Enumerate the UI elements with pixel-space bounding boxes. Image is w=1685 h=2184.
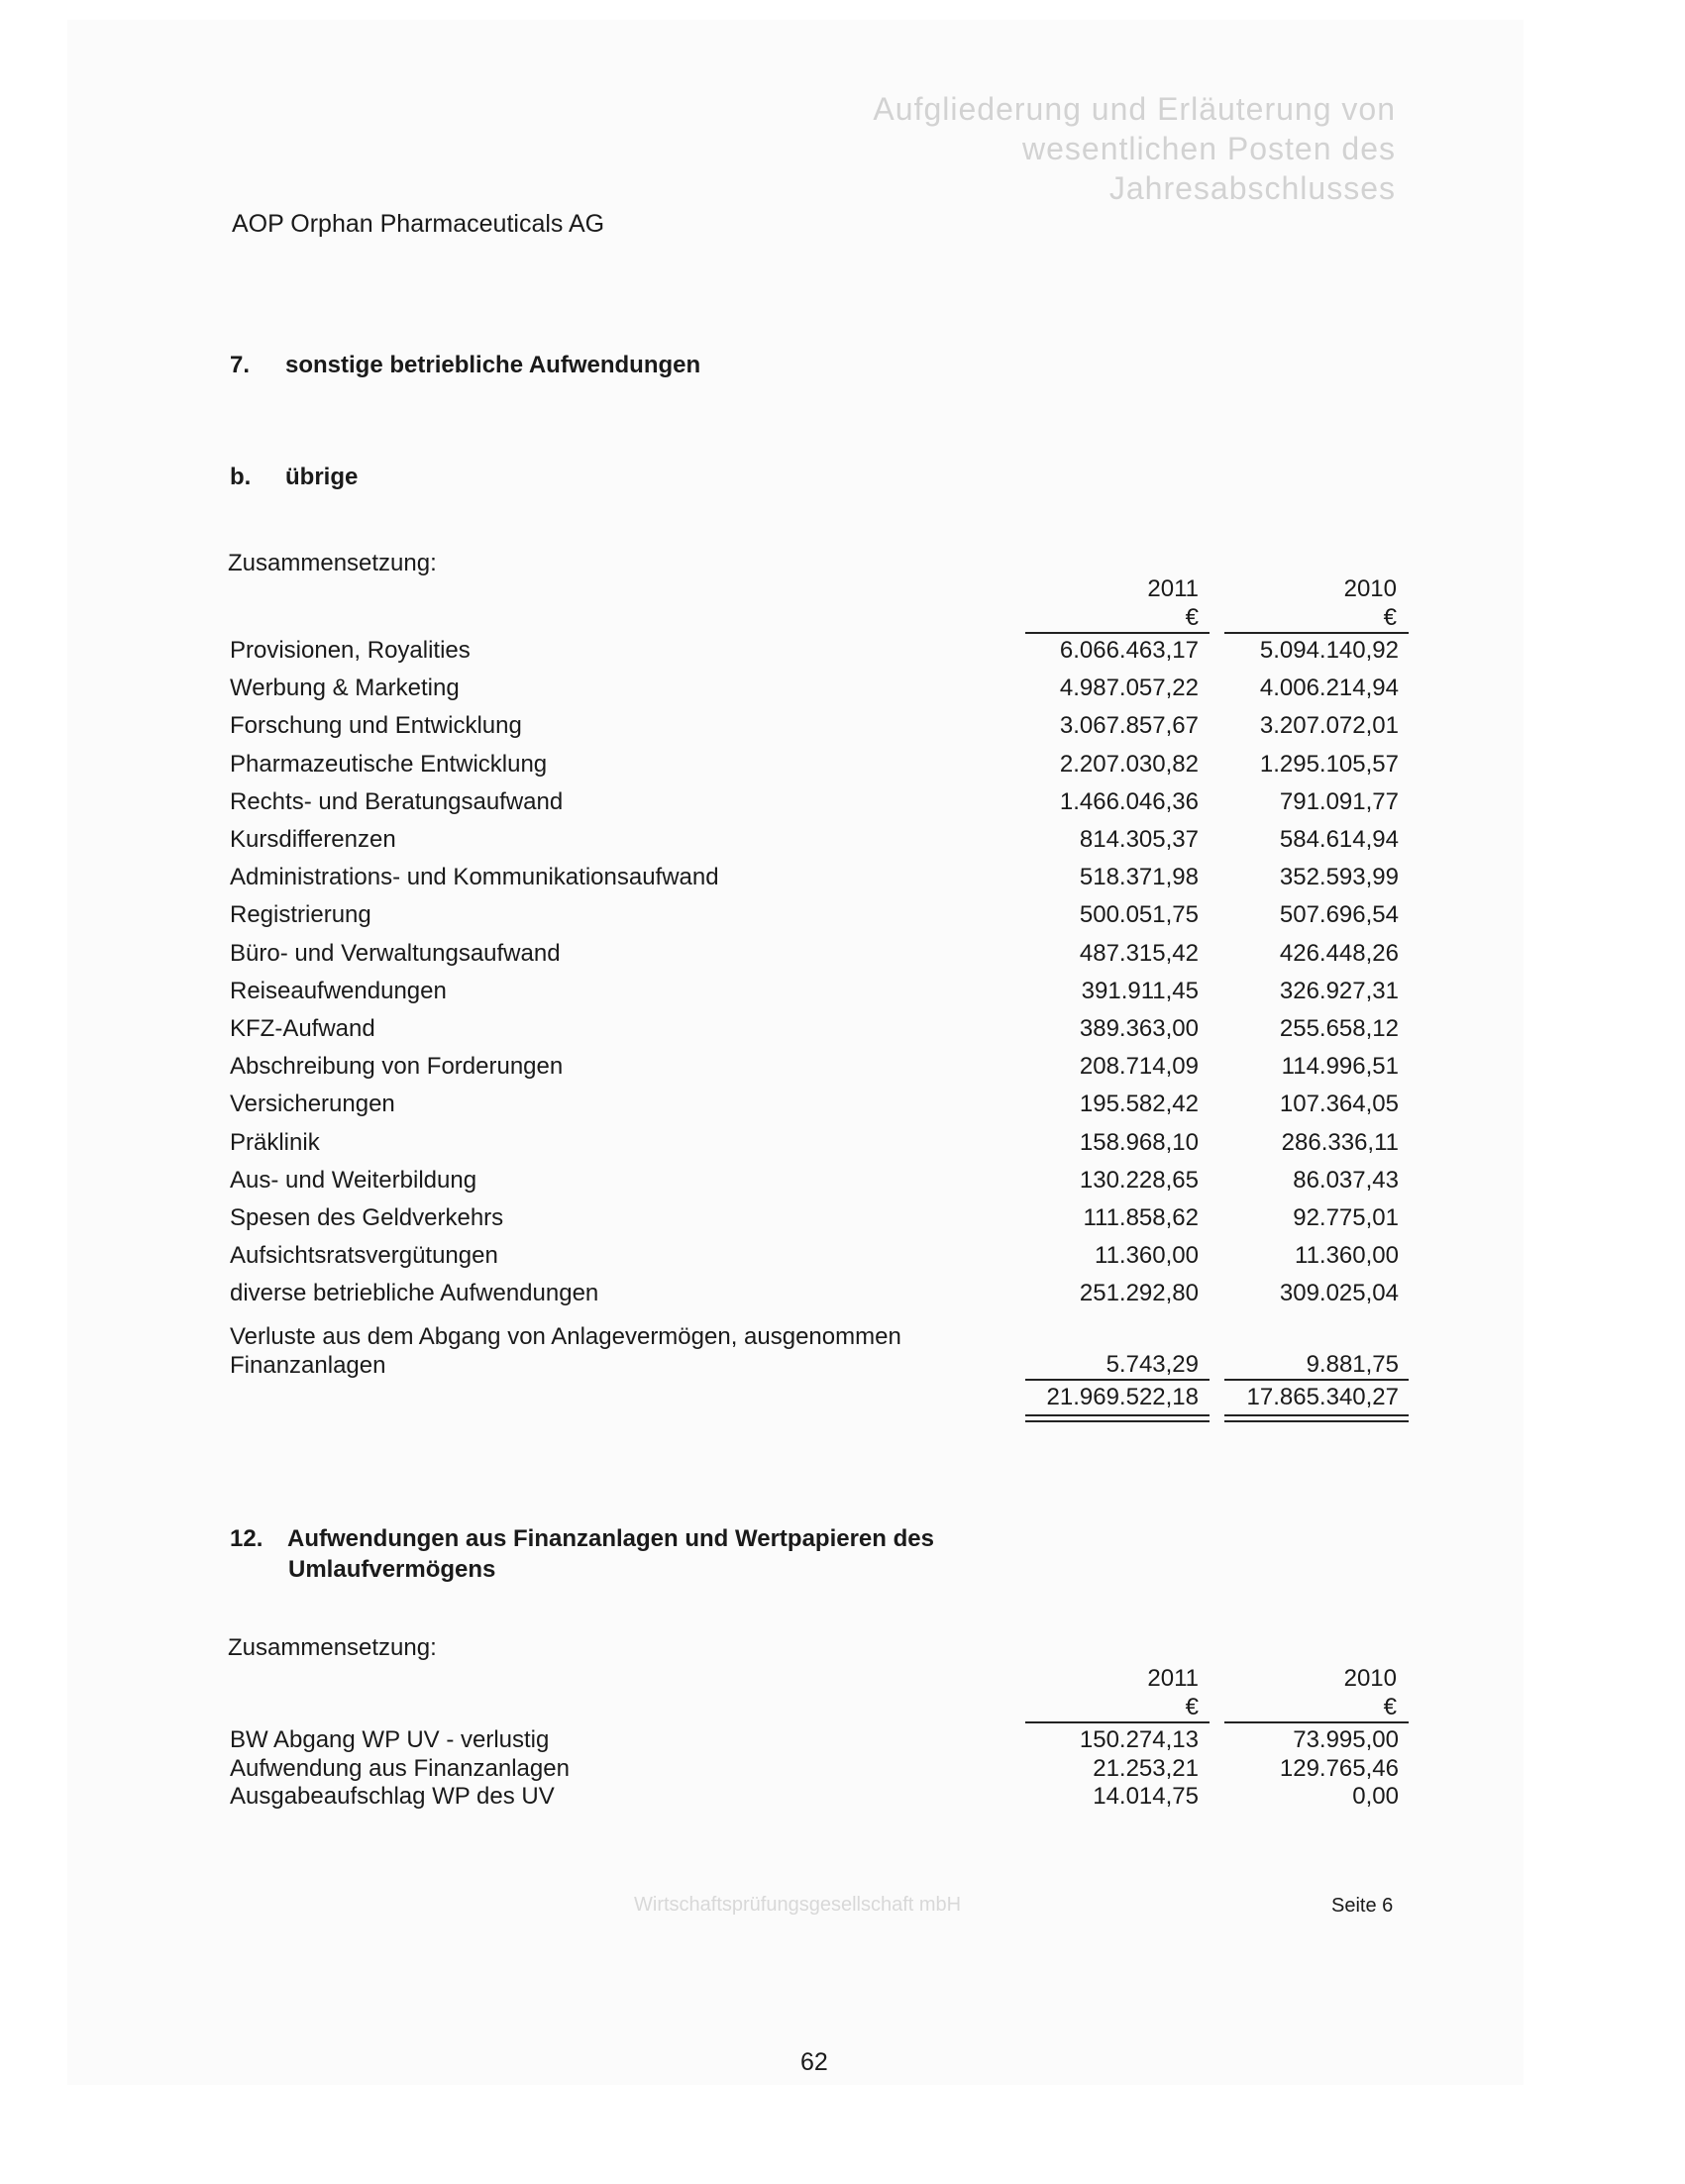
table-row xyxy=(230,1167,1399,1204)
header-watermark xyxy=(702,89,1396,208)
row-label: diverse betriebliche Aufwendungen xyxy=(230,1280,599,1307)
row-label: Spesen des Geldverkehrs xyxy=(230,1204,504,1231)
page-label: Seite 6 xyxy=(1331,1895,1394,1917)
total-2010: 17.865.340,27 xyxy=(1246,1384,1399,1410)
value-2011: 150.274,13 xyxy=(1079,1726,1199,1753)
column-unit: € xyxy=(1185,604,1199,631)
page-number: 62 xyxy=(800,2048,828,2076)
composition-label: Zusammensetzung: xyxy=(228,550,437,576)
header-rule xyxy=(1224,1721,1409,1723)
value-2010: 0,00 xyxy=(1352,1783,1399,1810)
row-label: Reiseaufwendungen xyxy=(230,977,447,1004)
value-2010: 73.995,00 xyxy=(1293,1726,1399,1753)
subtotal-rule xyxy=(1224,1379,1409,1381)
column-unit: € xyxy=(1383,1694,1397,1720)
row-label: Aufsichtsratsvergütungen xyxy=(230,1242,498,1270)
value-2011: 391.911,45 xyxy=(1081,977,1199,1004)
value-2010: 11.360,00 xyxy=(1295,1242,1399,1270)
value-2010: 4.006.214,94 xyxy=(1259,675,1399,702)
value-2011: 208.714,09 xyxy=(1079,1053,1199,1081)
value-2010: 114.996,51 xyxy=(1281,1053,1399,1081)
column-header-2010 xyxy=(1228,574,1397,632)
row-label: Forschung und Entwicklung xyxy=(230,712,522,740)
row-label-line: Verluste aus dem Abgang von Anlagevermögen, ausgenommen xyxy=(230,1323,901,1350)
value-2011: 130.228,65 xyxy=(1079,1166,1199,1194)
section-number: 7. xyxy=(230,352,251,378)
row-label: Ausgabeaufschlag WP des UV xyxy=(230,1783,555,1810)
value-2010: 5.094.140,92 xyxy=(1259,637,1399,664)
row-label: Administrations- und Kommunikationsaufwand xyxy=(230,864,719,891)
total-row xyxy=(230,1384,1399,1421)
table-row xyxy=(230,1015,1399,1053)
section-title-line: Aufwendungen aus Finanzanlagen und Wertpapieren des xyxy=(287,1525,934,1552)
section-number: 12. xyxy=(230,1525,263,1552)
subsection-letter: b. xyxy=(230,464,252,490)
section-title-line: Umlaufvermögens xyxy=(288,1556,496,1583)
section-12-heading xyxy=(230,1523,1022,1585)
value-2010: 9.881,75 xyxy=(1306,1351,1399,1378)
watermark-line: Aufgliederung und Erläuterung von xyxy=(873,91,1396,127)
watermark-line: wesentlichen Posten des xyxy=(1022,131,1396,166)
row-label: Pharmazeutische Entwicklung xyxy=(230,750,548,778)
table-row xyxy=(230,637,1399,675)
value-2011: 4.987.057,22 xyxy=(1059,675,1199,702)
value-2010: 86.037,43 xyxy=(1293,1166,1399,1194)
value-2010: 352.593,99 xyxy=(1279,864,1399,891)
row-label: Präklinik xyxy=(230,1128,320,1156)
table-row xyxy=(230,1280,1399,1317)
row-label: Provisionen, Royalities xyxy=(230,637,471,664)
value-2010: 1.295.105,57 xyxy=(1259,750,1399,778)
row-label: Versicherungen xyxy=(230,1091,395,1118)
value-2010: 584.614,94 xyxy=(1279,826,1399,853)
row-label: BW Abgang WP UV - verlustig xyxy=(230,1726,550,1753)
table-row xyxy=(230,1204,1399,1242)
value-2011: 111.858,62 xyxy=(1083,1204,1199,1231)
value-2011: 814.305,37 xyxy=(1079,826,1199,853)
value-2011: 251.292,80 xyxy=(1079,1280,1199,1307)
value-2010: 107.364,05 xyxy=(1279,1091,1399,1118)
value-2010: 507.696,54 xyxy=(1279,901,1399,929)
column-header-2011 xyxy=(1030,574,1199,632)
value-2010: 129.765,46 xyxy=(1279,1754,1399,1782)
double-rule-bottom xyxy=(1025,1420,1210,1422)
composition-label: Zusammensetzung: xyxy=(228,1634,437,1661)
value-2011: 21.253,21 xyxy=(1093,1754,1199,1782)
table-row xyxy=(230,826,1399,864)
row-label xyxy=(230,1322,983,1380)
row-label: Büro- und Verwaltungsaufwand xyxy=(230,939,561,967)
value-2011: 6.066.463,17 xyxy=(1059,637,1199,664)
row-label: Rechts- und Beratungsaufwand xyxy=(230,787,564,815)
value-2010: 286.336,11 xyxy=(1281,1128,1399,1156)
double-rule-bottom xyxy=(1224,1420,1409,1422)
header-rule xyxy=(1025,1721,1210,1723)
row-label: Abschreibung von Forderungen xyxy=(230,1053,564,1081)
value-2010: 3.207.072,01 xyxy=(1259,712,1399,740)
section-7-heading xyxy=(230,352,700,379)
row-label: Werbung & Marketing xyxy=(230,675,460,702)
value-2011: 3.067.857,67 xyxy=(1059,712,1199,740)
table-row xyxy=(230,788,1399,826)
value-2011: 518.371,98 xyxy=(1079,864,1199,891)
row-label: Aufwendung aus Finanzanlagen xyxy=(230,1754,570,1782)
section-title: sonstige betriebliche Aufwendungen xyxy=(285,352,701,378)
value-2011: 158.968,10 xyxy=(1079,1128,1199,1156)
value-2011: 14.014,75 xyxy=(1093,1783,1199,1810)
table-row xyxy=(230,1091,1399,1128)
header-rule xyxy=(1025,632,1210,634)
value-2011: 195.582,42 xyxy=(1079,1091,1199,1118)
value-2011: 2.207.030,82 xyxy=(1059,750,1199,778)
table-row xyxy=(230,1242,1399,1280)
footer-watermark: Wirtschaftsprüfungsgesellschaft mbH xyxy=(634,1894,962,1916)
subtotal-rule xyxy=(1025,1379,1210,1381)
table-row xyxy=(230,978,1399,1015)
subsection-title: übrige xyxy=(285,464,359,490)
value-2010: 326.927,31 xyxy=(1279,977,1399,1004)
double-rule-top xyxy=(1025,1414,1210,1416)
value-2010: 92.775,01 xyxy=(1293,1204,1399,1231)
value-2010: 426.448,26 xyxy=(1279,939,1399,967)
header-rule xyxy=(1224,632,1409,634)
table-row xyxy=(230,901,1399,939)
value-2011: 11.360,00 xyxy=(1095,1242,1199,1270)
table-row xyxy=(230,712,1399,750)
row-label: KFZ-Aufwand xyxy=(230,1015,375,1042)
value-2010: 309.025,04 xyxy=(1279,1280,1399,1307)
watermark-line: Jahresabschlusses xyxy=(1108,170,1396,206)
value-2011: 1.466.046,36 xyxy=(1059,787,1199,815)
column-unit: € xyxy=(1383,604,1397,631)
column-unit: € xyxy=(1185,1694,1199,1720)
table-row xyxy=(230,1783,1399,1811)
table-row xyxy=(230,1755,1399,1783)
value-2011: 487.315,42 xyxy=(1079,939,1199,967)
column-year: 2010 xyxy=(1343,575,1397,602)
column-header-2010 xyxy=(1228,1664,1397,1721)
table-row xyxy=(230,1053,1399,1091)
row-label-line: Finanzanlagen xyxy=(230,1352,386,1379)
value-2010: 255.658,12 xyxy=(1279,1015,1399,1042)
table-row xyxy=(230,751,1399,788)
company-name: AOP Orphan Pharmaceuticals AG xyxy=(232,210,605,238)
total-2011: 21.969.522,18 xyxy=(1046,1384,1199,1410)
table-row xyxy=(230,940,1399,978)
value-2011: 389.363,00 xyxy=(1079,1015,1199,1042)
table-row xyxy=(230,1322,1399,1382)
table-row xyxy=(230,1726,1399,1754)
table-row xyxy=(230,675,1399,712)
row-label: Registrierung xyxy=(230,901,371,929)
value-2010: 791.091,77 xyxy=(1279,787,1399,815)
double-rule-top xyxy=(1224,1414,1409,1416)
column-year: 2011 xyxy=(1147,575,1199,602)
table-row xyxy=(230,864,1399,901)
column-year: 2010 xyxy=(1343,1665,1397,1692)
column-year: 2011 xyxy=(1147,1665,1199,1692)
row-label: Kursdifferenzen xyxy=(230,826,396,853)
subsection-b-heading xyxy=(230,464,358,491)
value-2011: 5.743,29 xyxy=(1106,1351,1199,1378)
row-label: Aus- und Weiterbildung xyxy=(230,1166,477,1194)
column-header-2011 xyxy=(1030,1664,1199,1721)
table-row xyxy=(230,1129,1399,1167)
value-2011: 500.051,75 xyxy=(1079,901,1199,929)
